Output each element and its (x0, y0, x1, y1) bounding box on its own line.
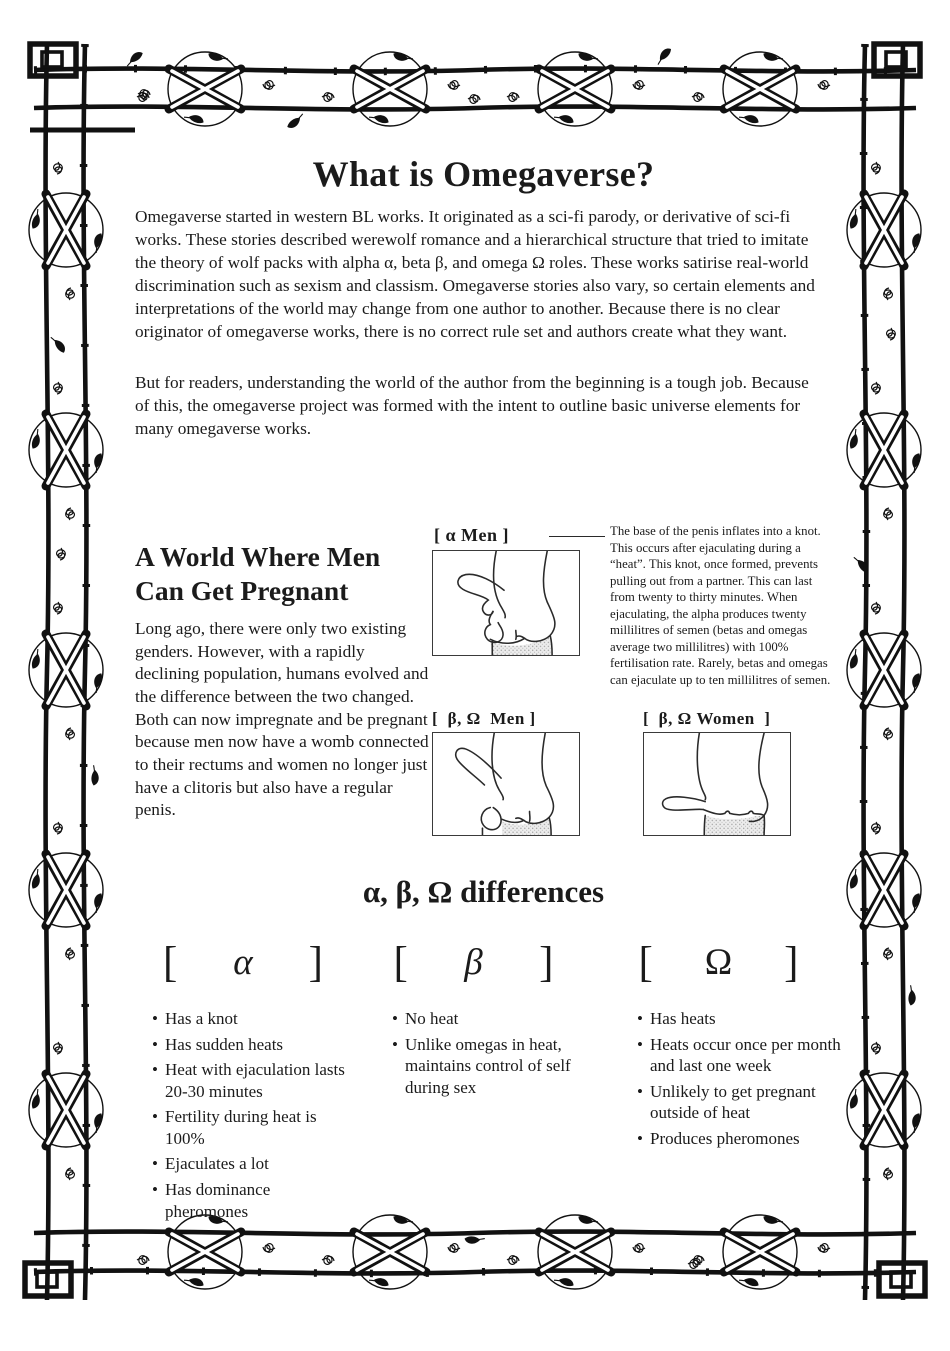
omega-column (596, 932, 841, 1226)
page-title: What is Omegaverse? (312, 154, 655, 194)
trait-item: • Produces pheromones (636, 1128, 841, 1150)
trait-item: • Ejaculates a lot (151, 1153, 351, 1175)
differences-columns (135, 932, 841, 1226)
trait-item: • Has a knot (151, 1008, 351, 1030)
alpha-men-anatomy-drawing (433, 551, 579, 655)
anatomy-diagrams (432, 520, 832, 850)
bracket-close: ] (308, 938, 323, 986)
differences-heading: α, β, Ω differences (362, 874, 605, 909)
alpha-men-label: [ α Men ] (434, 525, 510, 545)
knot-note-text: The base of the penis inflates into a knot. This occurs after ejaculating during a “heat”. This knot, once formed, prevents pulling out from a partner. This can last from twenty to thirty minutes. When ejaculating, the alpha produces twenty millilitres of semen (betas and omegas average two millilitres) with 100% fertilisation rate. Rarely, betas and omegas can ejaculate up to ten millilitres of semen. (610, 524, 831, 687)
bracket-open: [ (638, 938, 653, 986)
intro-paragraph-1: Omegaverse started in western BL works. It originated as a sci-fi parody, or derivative of sci-fi works. These stories described werewolf romance and a hierarchical structure that tried to imitate the theory of wolf packs with alpha α, beta β, and omega Ω roles. These works satirise real-world discrimination such as sexism and classism. Omegaverse stories also vary, so certain elements and interpretations of the world may change from one author to another. Because there is no clear originator of omegaverse works, there is no correct rule set and authors create what they want. (135, 207, 815, 341)
trait-item: • Fertility during heat is 100% (151, 1106, 351, 1149)
alpha-column (135, 932, 351, 1226)
intro-paragraph-2: But for readers, understanding the world of the author from the beginning is a tough job. Because of this, the omegaverse project was formed with the intent to outline basic universe elements for many omegaverse works. (135, 373, 809, 438)
page-content (135, 0, 841, 1351)
trait-item: • No heat (391, 1008, 596, 1030)
trait-item: • Heat with ejaculation lasts 20-30 minutes (151, 1059, 351, 1102)
trait-item: • Has dominance pheromones (151, 1179, 351, 1222)
beta-column (351, 932, 596, 1226)
beta-omega-men-label: [ β, Ω Men ] (432, 709, 536, 728)
bracket-open: [ (393, 938, 408, 986)
beta-traits-list (391, 1008, 596, 1098)
trait-item: • Unlikely to get pregnant outside of heat (636, 1081, 841, 1124)
alpha-column-header (135, 932, 351, 992)
omega-traits-list (636, 1008, 841, 1149)
beta-omega-women-anatomy-drawing (644, 733, 790, 835)
beta-omega-men-diagram (432, 732, 580, 836)
alpha-traits-list (151, 1008, 351, 1222)
omega-symbol: Ω (704, 941, 733, 983)
trait-item: • Unlike omegas in heat, maintains control of self during sex (391, 1034, 596, 1099)
bracket-close: ] (539, 938, 554, 986)
beta-column-header (351, 932, 596, 992)
bracket-close: ] (784, 938, 799, 986)
beta-omega-women-label: [ β, Ω Women ] (643, 709, 771, 728)
trait-item: • Has heats (636, 1008, 841, 1030)
alpha-men-diagram (432, 550, 580, 656)
alpha-symbol: α (233, 941, 253, 983)
pregnancy-section-heading: A World Where Men Can Get Pregnant (135, 541, 381, 606)
bracket-open: [ (163, 938, 178, 986)
beta-omega-women-diagram (643, 732, 791, 836)
trait-item: • Has sudden heats (151, 1034, 351, 1056)
beta-symbol: β (464, 941, 483, 983)
pregnancy-section-body: Long ago, there were only two existing genders. However, with a rapidly declining population, humans evolved and the difference between the two changed. Both can now impregnate and be pregnant because men now have a womb connected to their rectums and women no longer just have a clitoris but also have a regular penis. (135, 619, 429, 820)
beta-omega-men-anatomy-drawing (433, 733, 579, 835)
trait-item: • Heats occur once per month and last one week (636, 1034, 841, 1077)
note-connector-line (549, 536, 605, 537)
omega-column-header (596, 932, 841, 992)
